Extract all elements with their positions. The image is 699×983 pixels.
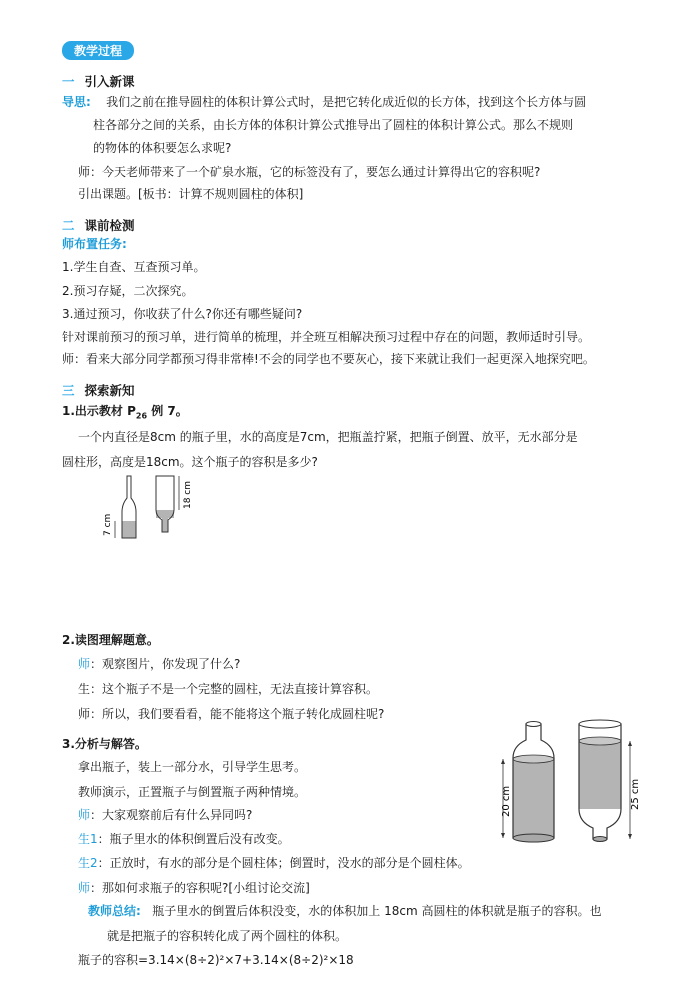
guide-line-1 [62,95,586,109]
task-item-3: 3.通过预习，你收获了什么?你还有哪些疑问? [62,307,303,321]
task-label: 师布置任务: [62,237,127,251]
task-item-1: 1.学生自查、互查预习单。 [62,260,206,274]
intro-line-1: 师：今天老师带来了一个矿泉水瓶，它的标签没有了，要怎么通过计算得出它的容积呢? [78,165,541,179]
section-1-number: 一 [62,74,75,89]
fig1-left-label: 7 cm [103,513,113,536]
step-1-post: 例 7。 [147,404,188,418]
section-3-title: 探索新知 [84,383,135,398]
summary-label: 教师总结: [88,904,141,918]
fig2-upright-base [513,834,554,842]
student-2-speaker: 生2 [78,856,98,870]
step-3-heading: 3.分析与解答。 [62,737,147,751]
teacher-question-line [78,881,310,895]
step-3-question-text: ：大家观察前后有什么异同吗? [90,808,253,822]
student-2-text: ：正放时，有水的部分是个圆柱体；倒置时，没水的部分是个圆柱体。 [97,856,470,870]
step-3-line-2: 教师演示，正置瓶子与倒置瓶子两种情境。 [78,785,307,799]
step-2-speaker-1: 师 [78,657,91,671]
task-item-2: 2.预习存疑，二次探究。 [62,284,194,298]
step-2-text-1: ：观察图片，你发现了什么? [90,657,241,671]
fig2-inverted-water-surface [579,737,621,745]
section-2-paragraph-2: 师：看来大部分同学都预习得非常棒!不会的同学也不要灰心，接下来就让我们一起更深入地探究吧。 [62,352,595,366]
fig2-inverted-water [579,741,621,809]
section-2-heading [62,216,135,234]
step-3-question [78,808,252,822]
fig2-inverted-base [579,720,621,728]
student-1-line [78,832,290,846]
section-2-title: 课前检测 [84,218,135,233]
student-2-line [78,856,470,870]
intro-line-2: 引出课题。[板书：计算不规则圆柱的体积] [78,187,304,201]
section-3-number: 三 [62,383,75,398]
summary-line-1 [88,904,601,918]
bottle-figure-1 [98,470,208,550]
fig1-right-label: 18 cm [183,481,193,510]
fig2-left-label: 20 cm [501,785,512,817]
summary-text-1: 瓶子里水的倒置后体积没变，水的体积加上 18cm 高圆柱的体积就是瓶子的容积。也 [152,904,602,918]
guide-line-2: 柱各部分之间的关系，由长方体的体积计算公式推导出了圆柱的体积计算公式。那么不规则 [93,118,574,132]
fig1-inverted-neck-water [162,518,168,532]
problem-line-1: 一个内直径是8cm 的瓶子里，水的高度是7cm，把瓶盖拧紧，把瓶子倒置、放平，无水部分是 [78,430,578,444]
step-2-speaker-2: 生 [78,682,91,696]
guide-text-1: 我们之前在推导圆柱的体积计算公式时，是把它转化成近似的长方体，找到这个长方体与圆 [106,95,587,109]
bottle-figure-2 [492,712,642,852]
section-1-heading [62,72,135,90]
step-1-heading [62,404,188,423]
step-2-speaker-3: 师 [78,707,91,721]
step-2-line-3 [78,707,384,721]
student-1-speaker: 生1 [78,832,98,846]
section-1-title: 引入新课 [84,74,135,89]
problem-line-2: 圆柱形，高度是18cm。这个瓶子的容积是多少? [62,455,318,469]
step-2-heading: 2.读图理解题意。 [62,633,159,647]
guide-line-3: 的物体的体积要怎么求呢? [93,141,232,155]
step-1-pre: 1.出示教材 P [62,404,136,418]
section-badge: 教学过程 [62,41,134,60]
section-3-heading [62,381,135,399]
fig2-upright-water [513,759,554,838]
fig2-right-label: 25 cm [630,778,641,810]
guide-label: 导思: [62,95,91,109]
section-2-paragraph-1: 针对课前预习的预习单，进行简单的梳理，并全班互相解决预习过程中存在的问题，教师适时引导。 [62,330,591,344]
fig2-upright-water-surface [513,755,554,763]
teacher-question-text: ：那如何求瓶子的容积呢?[小组讨论交流] [90,881,310,895]
summary-line-2: 就是把瓶子的容积转化成了两个圆柱的体积。 [107,929,348,943]
step-3-question-speaker: 师 [78,808,91,822]
formula-line: 瓶子的容积=3.14×(8÷2)²×7+3.14×(8÷2)²×18 [78,953,354,967]
section-2-number: 二 [62,218,75,233]
teacher-question-speaker: 师 [78,881,91,895]
step-3-line-1: 拿出瓶子，装上一部分水，引导学生思考。 [78,760,307,774]
fig2-upright-cap [526,722,541,727]
student-1-text: ：瓶子里水的体积倒置后没有改变。 [97,832,290,846]
fig1-upright-water [122,521,136,538]
step-2-text-2: ：这个瓶子不是一个完整的圆柱，无法直接计算容积。 [90,682,379,696]
fig2-inverted-cap [593,837,607,842]
step-1-sub: 26 [135,411,148,421]
step-2-line-1 [78,657,240,671]
step-2-text-3: ：所以，我们要看看，能不能将这个瓶子转化成圆柱呢? [90,707,385,721]
step-2-line-2 [78,682,378,696]
